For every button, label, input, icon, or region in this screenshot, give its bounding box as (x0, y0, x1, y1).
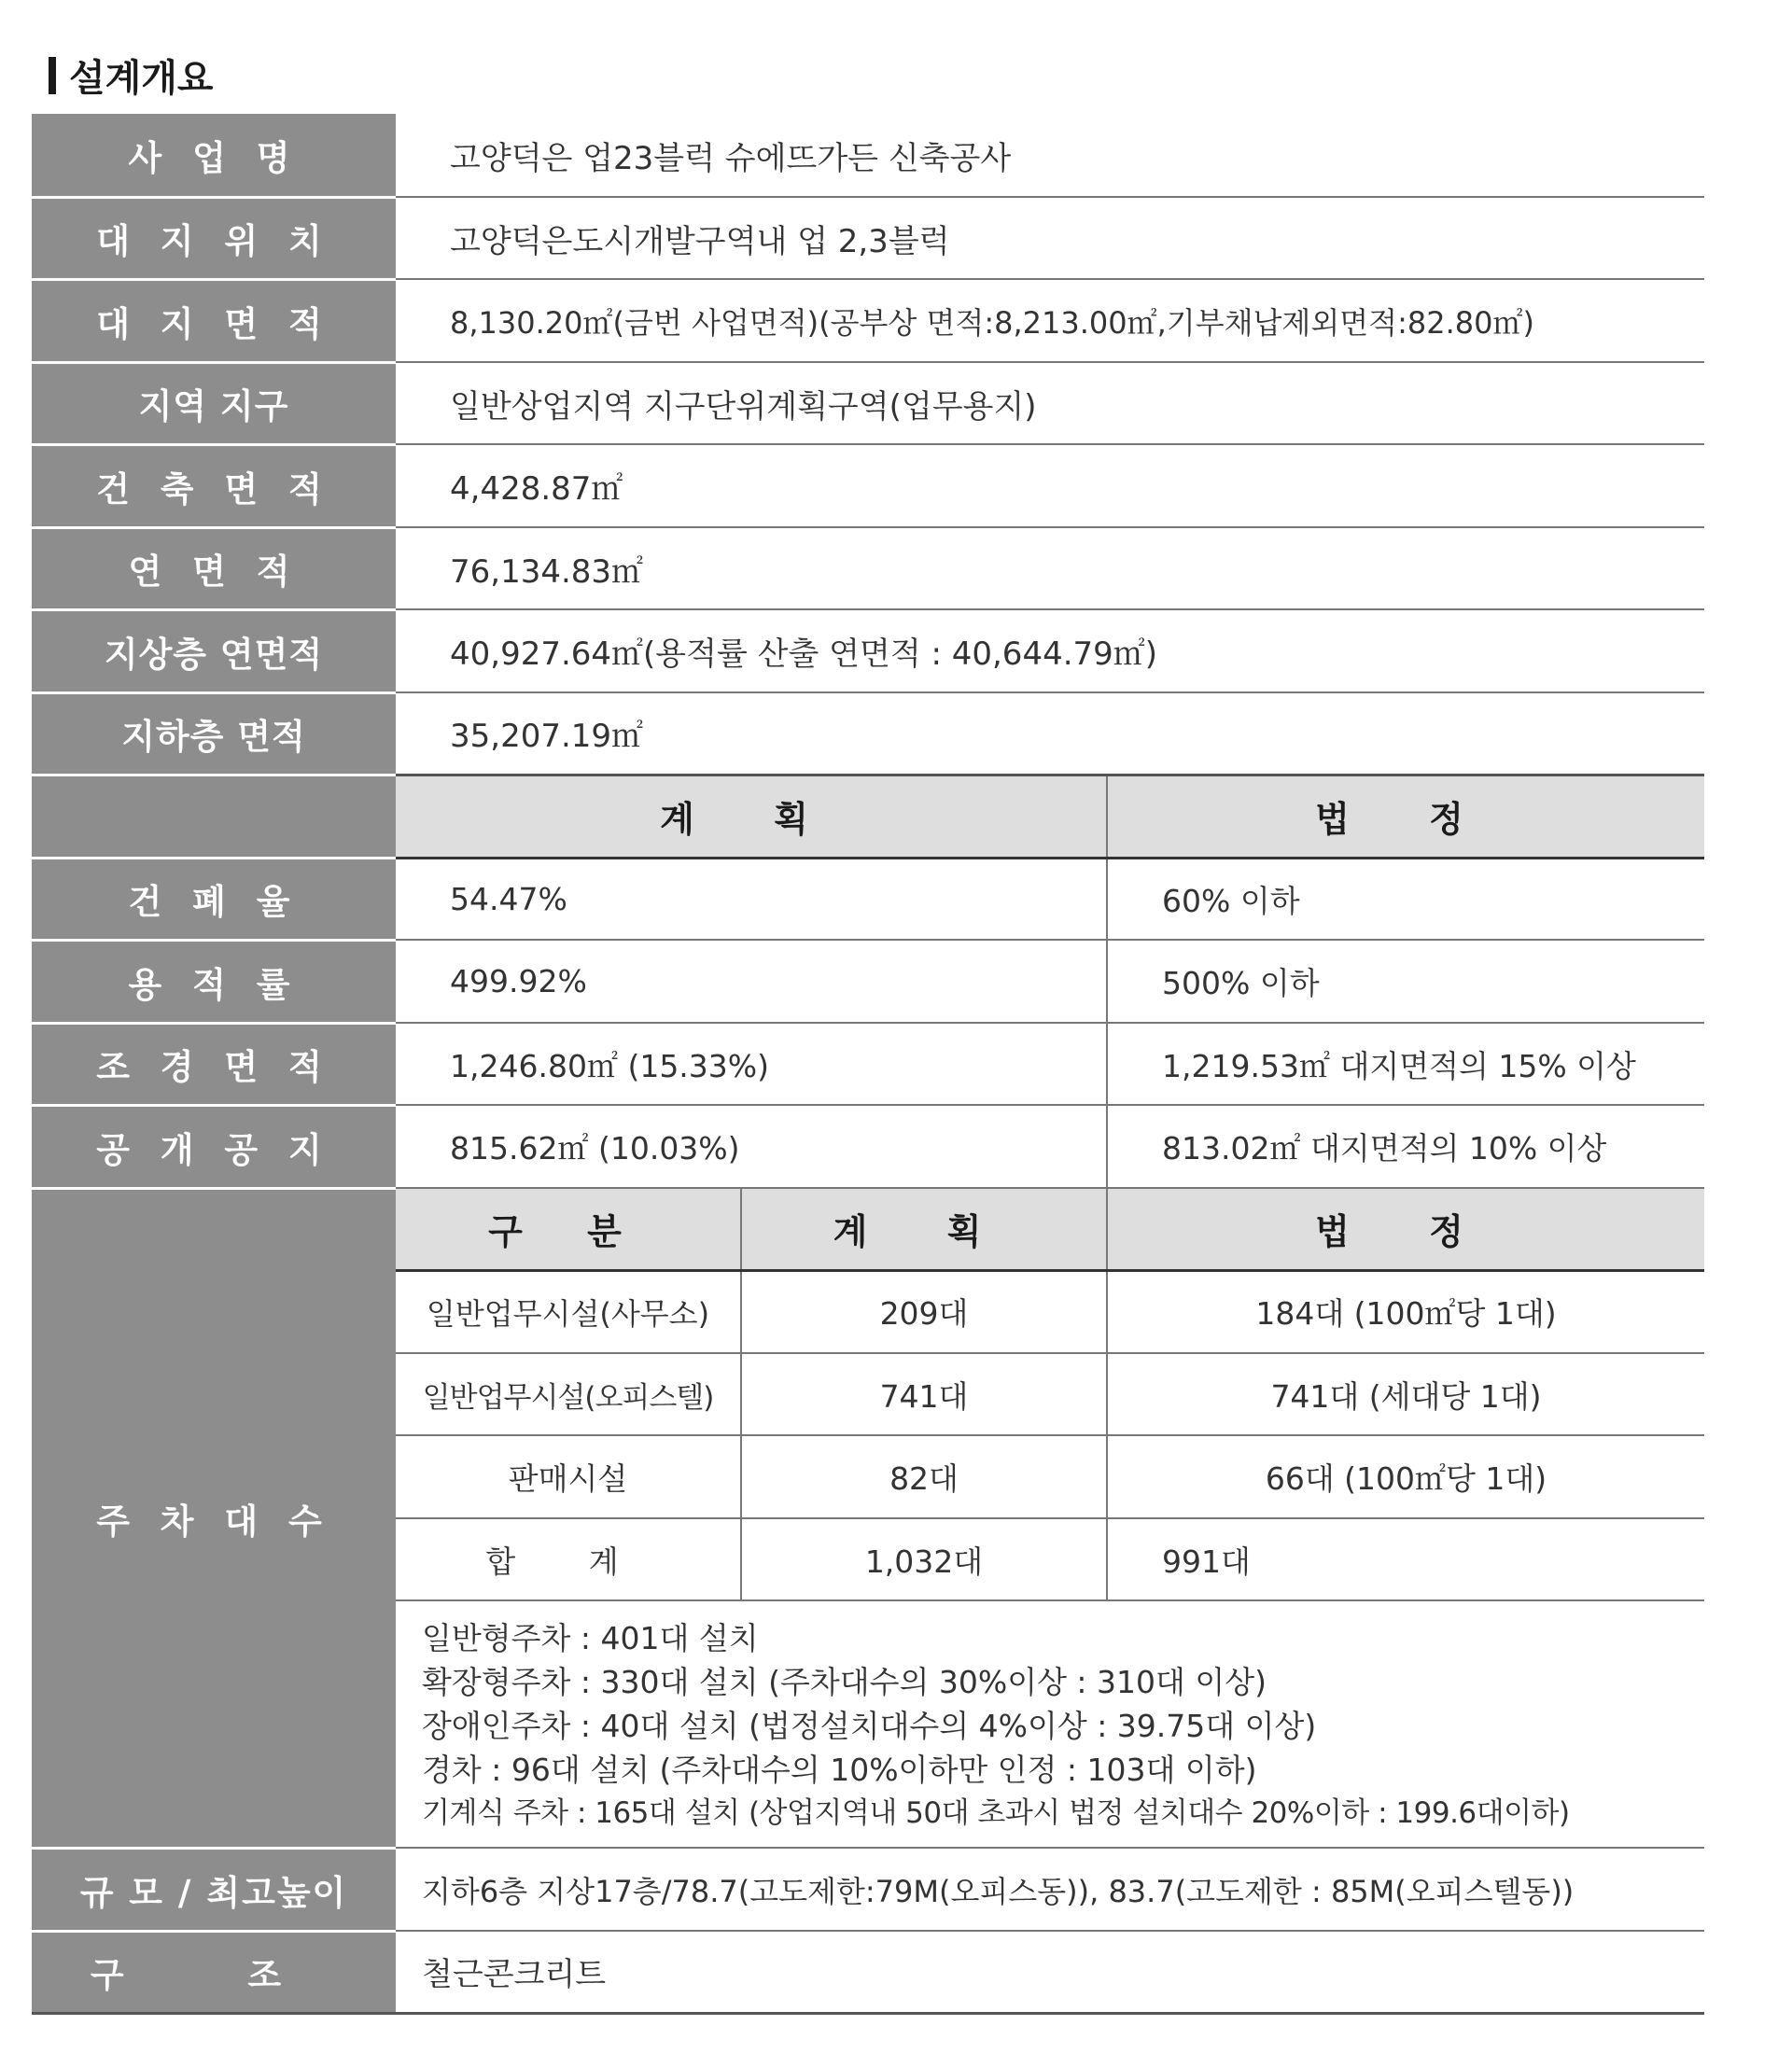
plan-value: 815.62㎡ (10.03%) (396, 1105, 1107, 1188)
row-value: 일반상업지역 지구단위계획구역(업무용지) (396, 362, 1704, 444)
heading-bar-icon (49, 57, 56, 94)
row-label: 건 폐 율 (32, 858, 396, 940)
parking-legal: 741대 (세대당 1대) (1107, 1353, 1704, 1435)
parking-plan: 741대 (741, 1353, 1107, 1435)
row-value: 40,927.64㎡(용적률 산출 연면적 : 40,644.79㎡) (396, 609, 1704, 692)
row-landscape-area (32, 1023, 1704, 1105)
legal-value: 60% 이하 (1107, 858, 1704, 940)
parking-legal: 991대 (1107, 1518, 1704, 1600)
row-value: 고양덕은도시개발구역내 업 2,3블럭 (396, 197, 1704, 279)
parking-header-plan: 계 획 (741, 1188, 1107, 1270)
row-site-location (32, 197, 1704, 279)
parking-note: 일반형주차 : 401대 설치 (422, 1620, 759, 1656)
parking-category: 합 계 (396, 1518, 741, 1600)
row-label: 연 면 적 (32, 527, 396, 609)
row-value: 4,428.87㎡ (396, 444, 1704, 527)
row-label: 규 모 / 최고높이 (32, 1848, 396, 1931)
parking-header-category: 구 분 (396, 1188, 741, 1270)
parking-label: 주 차 대 수 (32, 1188, 396, 1848)
row-zoning (32, 362, 1704, 444)
parking-note: 장애인주차 : 40대 설치 (법정설치대수의 4%이상 : 39.75대 이상) (422, 1708, 1317, 1744)
row-below-ground-area (32, 692, 1704, 775)
legal-value: 813.02㎡ 대지면적의 10% 이상 (1107, 1105, 1704, 1188)
row-building-area (32, 444, 1704, 527)
row-value: 76,134.83㎡ (396, 527, 1704, 609)
row-coverage-ratio (32, 858, 1704, 940)
row-label: 구 조 (32, 1931, 396, 2013)
plan-value: 499.92% (396, 940, 1107, 1023)
row-value: 철근콘크리트 (396, 1931, 1704, 2013)
parking-legal: 66대 (100㎡당 1대) (1107, 1435, 1704, 1518)
parking-legal: 184대 (100㎡당 1대) (1107, 1270, 1704, 1353)
row-value: 35,207.19㎡ (396, 692, 1704, 775)
parking-category: 일반업무시설(오피스텔) (396, 1353, 741, 1435)
legal-value: 500% 이하 (1107, 940, 1704, 1023)
row-label: 지역 지구 (32, 362, 396, 444)
legal-value: 1,219.53㎡ 대지면적의 15% 이상 (1107, 1023, 1704, 1105)
parking-category: 일반업무시설(사무소) (396, 1270, 741, 1353)
parking-note: 기계식 주차 : 165대 설치 (상업지역내 50대 초과시 법정 설치대수 20%이하 : 199.6대이하) (422, 1796, 1570, 1830)
row-label: 지상층 연면적 (32, 609, 396, 692)
row-project-name (32, 114, 1704, 197)
row-label: 건 축 면 적 (32, 444, 396, 527)
row-site-area (32, 279, 1704, 362)
row-value: 고양덕은 업23블럭 슈에뜨가든 신축공사 (396, 114, 1704, 197)
compare-header-legal: 법 정 (1107, 775, 1704, 858)
row-label: 대 지 위 치 (32, 197, 396, 279)
row-label: 사 업 명 (32, 114, 396, 197)
row-above-ground-area (32, 609, 1704, 692)
parking-header-row (32, 1188, 1704, 1270)
compare-header-row (32, 775, 1704, 858)
row-label: 용 적 률 (32, 940, 396, 1023)
row-total-floor-area (32, 527, 1704, 609)
plan-value: 1,246.80㎡ (15.33%) (396, 1023, 1107, 1105)
parking-note: 확장형주차 : 330대 설치 (주차대수의 30%이상 : 310대 이상) (422, 1664, 1267, 1700)
plan-value: 54.47% (396, 858, 1107, 940)
row-value: 지하6층 지상17층/78.7(고도제한:79M(오피스동)), 83.7(고도제한 : 85M(오피스텔동)) (396, 1848, 1704, 1931)
parking-plan: 82대 (741, 1435, 1107, 1518)
row-public-open-space (32, 1105, 1704, 1188)
parking-plan: 1,032대 (741, 1518, 1107, 1600)
row-value: 8,130.20㎡(금번 사업면적)(공부상 면적:8,213.00㎡,기부채납제외면적:82.80㎡) (396, 279, 1704, 362)
row-structure (32, 1931, 1704, 2013)
section-heading (49, 49, 214, 102)
row-label: 공 개 공 지 (32, 1105, 396, 1188)
row-scale-height (32, 1848, 1704, 1931)
row-label: 조 경 면 적 (32, 1023, 396, 1105)
row-label: 지하층 면적 (32, 692, 396, 775)
parking-header-legal: 법 정 (1107, 1188, 1704, 1270)
parking-note: 경차 : 96대 설치 (주차대수의 10%이하만 인정 : 103대 이하) (422, 1752, 1257, 1788)
row-label: 대 지 면 적 (32, 279, 396, 362)
compare-header-plan: 계 획 (396, 775, 1107, 858)
parking-category: 판매시설 (396, 1435, 741, 1518)
row-floor-area-ratio (32, 940, 1704, 1023)
design-summary-table (32, 114, 1704, 2015)
compare-header-blank (32, 775, 396, 858)
section-title: 설계개요 (69, 57, 214, 100)
parking-notes (396, 1600, 1704, 1848)
parking-plan: 209대 (741, 1270, 1107, 1353)
